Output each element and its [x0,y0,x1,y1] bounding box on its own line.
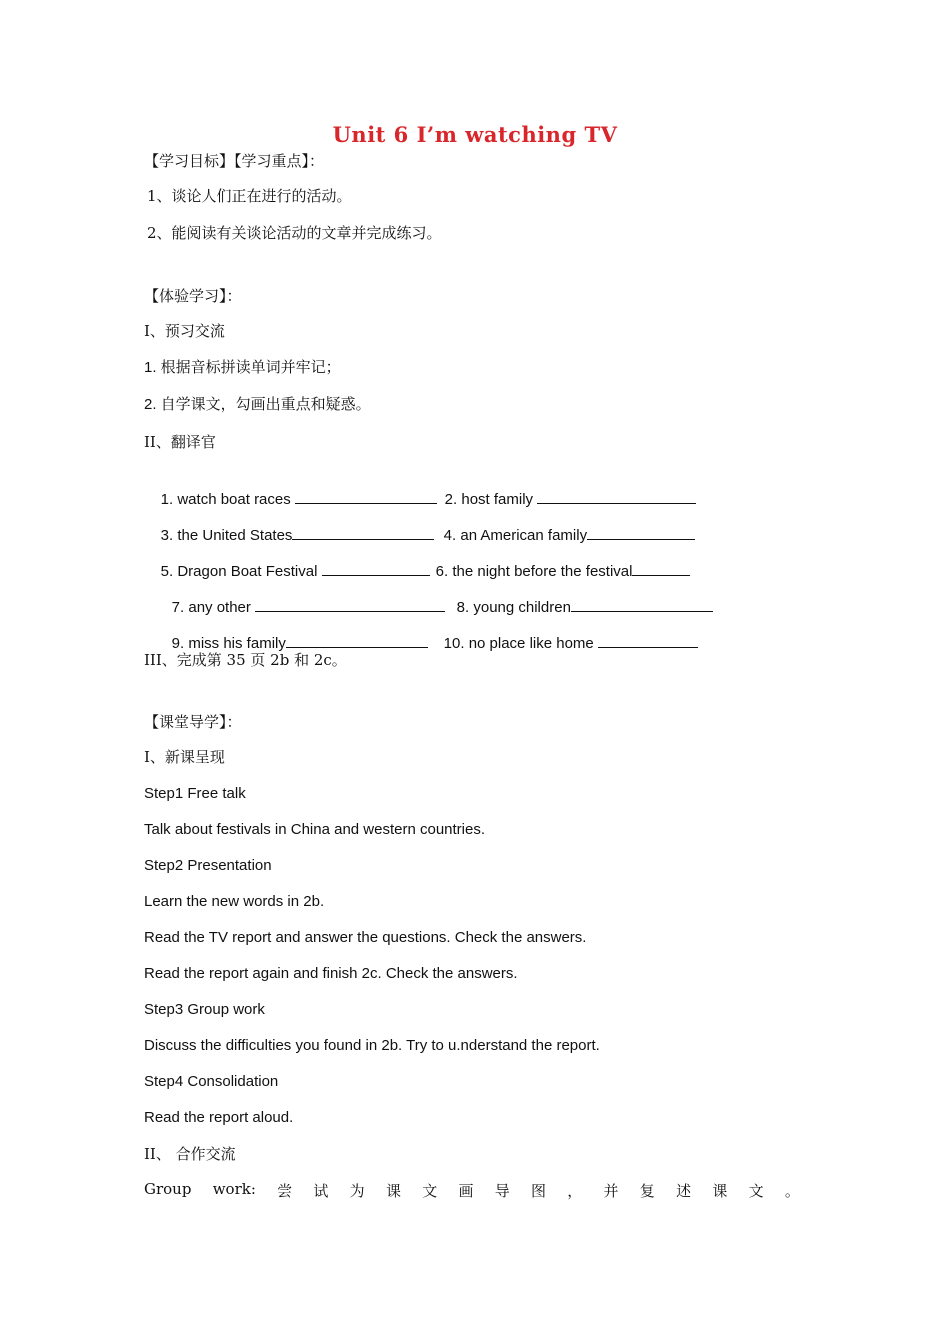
group-work-line [144,1180,800,1202]
answer-blank[interactable] [292,525,434,540]
translate-item: 7. any other [155,577,445,638]
step-line: Step3 Group work [144,1001,265,1018]
answer-blank[interactable] [587,525,695,540]
answer-blank[interactable] [322,561,430,576]
section-exercise-label: III、完成第 35 页 2b 和 2c。 [144,651,347,669]
step-line: Discuss the difficulties you found in 2b. Try to u.nderstand the report. [144,1037,600,1054]
step-line: Step2 Presentation [144,857,272,874]
translate-item: 5. Dragon Boat Festival [144,541,430,602]
translate-item: 9. miss his family [155,613,428,674]
translate-item: 1. watch boat races [144,469,437,530]
group-work-char: 图 [531,1182,547,1200]
group-work-char: 课 [385,1182,401,1200]
group-work-char: 画 [458,1182,474,1200]
class-heading: 【课堂导学】： [144,713,242,731]
step-line: Read the report aloud. [144,1109,294,1126]
experience-heading: 【体验学习】： [144,287,242,305]
goal-item: 2、能阅读有关谈论活动的文章并完成练习。 [147,224,442,242]
answer-blank[interactable] [537,489,696,504]
group-work-char: 。 [784,1182,800,1200]
group-work-word: work: [212,1180,256,1198]
group-work-char: 试 [313,1182,329,1200]
translate-item: 4. an American family [427,505,695,566]
answer-blank[interactable] [255,597,445,612]
step-line: Talk about festivals in China and western countries. [144,821,486,838]
answer-blank[interactable] [632,561,690,576]
group-work-char: 文 [748,1182,764,1200]
step-line: Read the report again and finish 2c. Check the answers. [144,965,518,982]
group-work-char: 课 [712,1182,728,1200]
translate-item: 8. young children [440,577,713,638]
answer-blank[interactable] [598,633,698,648]
group-work-char: 文 [422,1182,438,1200]
step-line: Step1 Free talk [144,785,246,802]
step-line: Read the TV report and answer the questions. Check the answers. [144,929,587,946]
translate-item: 6. the night before the festival [419,541,690,602]
answer-blank[interactable] [571,597,713,612]
group-work-char: ， [567,1182,583,1200]
preview-item: 2. 自学课文，勾画出重点和疑惑。 [144,396,371,413]
cooperation-label: II、 合作交流 [144,1145,236,1163]
section-preview-label: I、预习交流 [144,322,225,340]
goals-heading: 【学习目标】【学习重点】： [144,152,325,170]
translate-item: 10. no place like home [427,613,698,674]
group-work-char: 复 [639,1182,655,1200]
group-work-char: 述 [676,1182,692,1200]
step-line: Step4 Consolidation [144,1073,279,1090]
translate-item: 2. host family [428,469,696,530]
page-title: Unit 6 I’m watching TV [332,122,618,147]
group-work-char: 并 [603,1182,619,1200]
section-translate-label: II、翻译官 [144,433,216,451]
group-work-word: Group [144,1180,192,1198]
group-work-char: 为 [349,1182,365,1200]
answer-blank[interactable] [295,489,437,504]
step-line: Learn the new words in 2b. [144,893,325,910]
group-work-char: 尝 [277,1182,293,1200]
new-lesson-label: I、新课呈现 [144,748,225,766]
translate-item: 3. the United States [144,505,434,566]
group-work-char: 导 [494,1182,510,1200]
goal-item: 1、谈论人们正在进行的活动。 [147,187,352,205]
answer-blank[interactable] [286,633,428,648]
preview-item: 1. 根据音标拼读单词并牢记； [144,359,341,376]
